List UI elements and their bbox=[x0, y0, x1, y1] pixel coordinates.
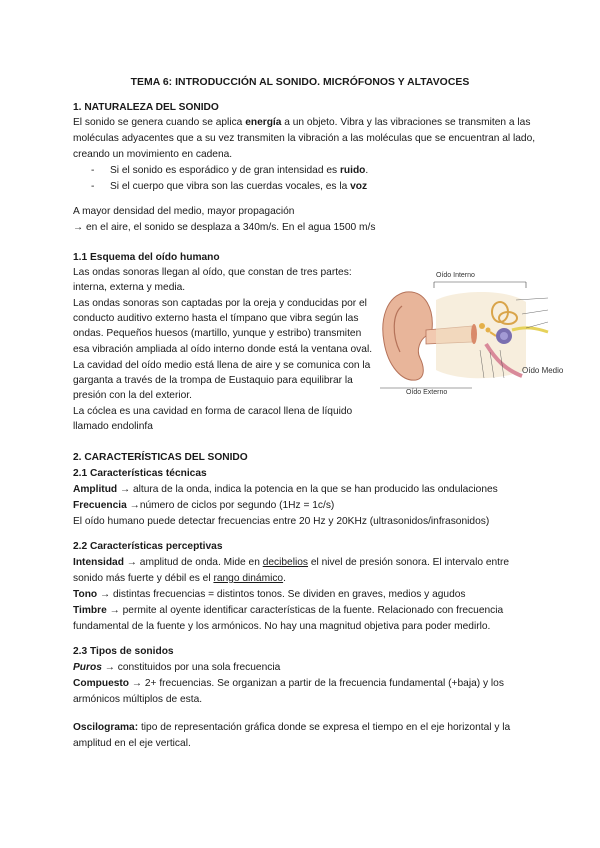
ear-illustration bbox=[376, 270, 566, 400]
bold-term: Timbre bbox=[73, 605, 107, 616]
paragraph-line: presión con la del exterior. bbox=[73, 390, 192, 401]
paragraph-line: creando un movimiento en cadena. bbox=[73, 149, 233, 160]
section-2-3-heading: 2.3 Tipos de sonidos bbox=[73, 646, 174, 657]
paragraph-line: → en el aire, el sonido se desplaza a 340m/s. En el agua 1500 m/s bbox=[73, 222, 376, 233]
definition-puros bbox=[73, 661, 280, 674]
text: → altura de la onda, indica la potencia en la que se han producido las ondulaciones bbox=[117, 484, 498, 495]
paragraph-line: esa vibración ampliada al oído interno donde está la ventana oval. bbox=[73, 344, 373, 355]
definition-oscilograma bbox=[73, 721, 510, 734]
text: → permite al oyente identificar características de la fuente. Relacionado con frecuencia bbox=[106, 605, 504, 616]
paragraph-line: llamado endolinfa bbox=[73, 421, 153, 432]
ear-diagram bbox=[376, 270, 566, 400]
bold-term: voz bbox=[350, 181, 368, 192]
label-outer-ear: Oído Externo bbox=[406, 389, 448, 396]
definition-intensidad bbox=[73, 556, 509, 569]
paragraph-line: conducto auditivo externo hasta el tímpano que vibra según las bbox=[73, 313, 359, 324]
bullet-marker: - bbox=[91, 181, 95, 192]
bullet-item bbox=[110, 180, 367, 193]
bold-term: Tono bbox=[73, 589, 98, 600]
text: Si el cuerpo que vibra son las cuerdas vocales, es la bbox=[110, 181, 351, 192]
definition-compuesto bbox=[73, 677, 504, 690]
definition-amplitud bbox=[73, 483, 498, 496]
bold-term: ruido bbox=[339, 165, 366, 176]
label-inner-ear: Oído Interno bbox=[436, 272, 475, 279]
definition-tono bbox=[73, 588, 466, 601]
text: Si el sonido es esporádico y de gran intensidad es bbox=[110, 165, 340, 176]
text: → amplitud de onda. Mide en bbox=[123, 557, 263, 568]
text: . bbox=[283, 573, 286, 584]
bold-term: energía bbox=[245, 117, 282, 128]
underlined-term: rango dinámico bbox=[213, 573, 284, 584]
page-title: TEMA 6: INTRODUCCIÓN AL SONIDO. MICRÓFONOS Y ALTAVOCES bbox=[130, 77, 470, 88]
text: tipo de representación gráfica donde se expresa el tiempo en el eje horizontal y la bbox=[138, 722, 511, 733]
section-2-1-heading: 2.1 Características técnicas bbox=[73, 468, 207, 479]
bullet-item bbox=[110, 164, 368, 177]
bold-term: Amplitud bbox=[73, 484, 118, 495]
bold-term: Frecuencia bbox=[73, 500, 127, 511]
text: → constituidos por una sola frecuencia bbox=[101, 662, 281, 673]
paragraph-line bbox=[73, 116, 530, 129]
section-2-heading: 2. CARACTERÍSTICAS DEL SONIDO bbox=[73, 452, 248, 463]
section-1-1-heading: 1.1 Esquema del oído humano bbox=[73, 252, 220, 263]
text: → distintas frecuencias = distintos tonos. Se dividen en graves, medios y agudos bbox=[97, 589, 466, 600]
paragraph-line: ondas. Pequeños huesos (martillo, yunque y estribo) transmiten bbox=[73, 328, 362, 339]
text: a un objeto. Vibra y las vibraciones se transmiten a las bbox=[281, 117, 531, 128]
text: sonido más fuerte y débil es el bbox=[73, 573, 214, 584]
paragraph-line: amplitud en el eje vertical. bbox=[73, 738, 191, 749]
bold-term: Intensidad bbox=[73, 557, 124, 568]
paragraph-line: moléculas adyacentes que a su vez transmiten la vibración a las moléculas que se encuentran al lado, bbox=[73, 133, 536, 144]
paragraph-line: El oído humano puede detectar frecuencias entre 20 Hz y 20KHz (ultrasonidos/infrasonidos) bbox=[73, 516, 490, 527]
label-middle-ear: Oído Medio bbox=[522, 366, 564, 375]
text: → 2+ frecuencias. Se organizan a partir de la frecuencia fundamental (+baja) y los bbox=[129, 678, 504, 689]
text: . bbox=[365, 165, 369, 176]
paragraph-line: La cavidad del oído medio está llena de aire y se comunica con la bbox=[73, 360, 371, 371]
paragraph-line: A mayor densidad del medio, mayor propagación bbox=[73, 206, 295, 217]
bold-term: Puros bbox=[73, 662, 102, 673]
bold-term: Compuesto bbox=[73, 678, 130, 689]
text: El sonido se genera cuando se aplica bbox=[73, 117, 246, 128]
section-2-2-heading: 2.2 Características perceptivas bbox=[73, 541, 223, 552]
paragraph-line: Las ondas sonoras llegan al oído, que constan de tres partes: bbox=[73, 267, 352, 278]
bold-term: Oscilograma: bbox=[73, 722, 139, 733]
definition-frecuencia bbox=[73, 499, 334, 512]
underlined-term: decibelios bbox=[262, 557, 309, 568]
paragraph-line: interna, externa y media. bbox=[73, 282, 186, 293]
paragraph-line: fundamental de la fuente y los armónicos. No hay una magnitud objetiva para poder medirlo. bbox=[73, 621, 491, 632]
bullet-marker: - bbox=[91, 165, 95, 176]
paragraph-line bbox=[73, 572, 286, 585]
paragraph-line: La cóclea es una cavidad en forma de caracol llena de líquido bbox=[73, 406, 353, 417]
text: el nivel de presión sonora. El intervalo entre bbox=[308, 557, 510, 568]
paragraph-line: armónicos múltiplos de esta. bbox=[73, 694, 203, 705]
paragraph-line: garganta a través de la trompa de Eustaquio para equilibrar la bbox=[73, 375, 353, 386]
definition-timbre bbox=[73, 604, 503, 617]
section-1-heading: 1. NATURALEZA DEL SONIDO bbox=[73, 102, 219, 113]
text: →número de ciclos por segundo (1Hz = 1c/s) bbox=[126, 500, 335, 511]
paragraph-line: Las ondas sonoras son captadas por la oreja y conducidas por el bbox=[73, 298, 367, 309]
